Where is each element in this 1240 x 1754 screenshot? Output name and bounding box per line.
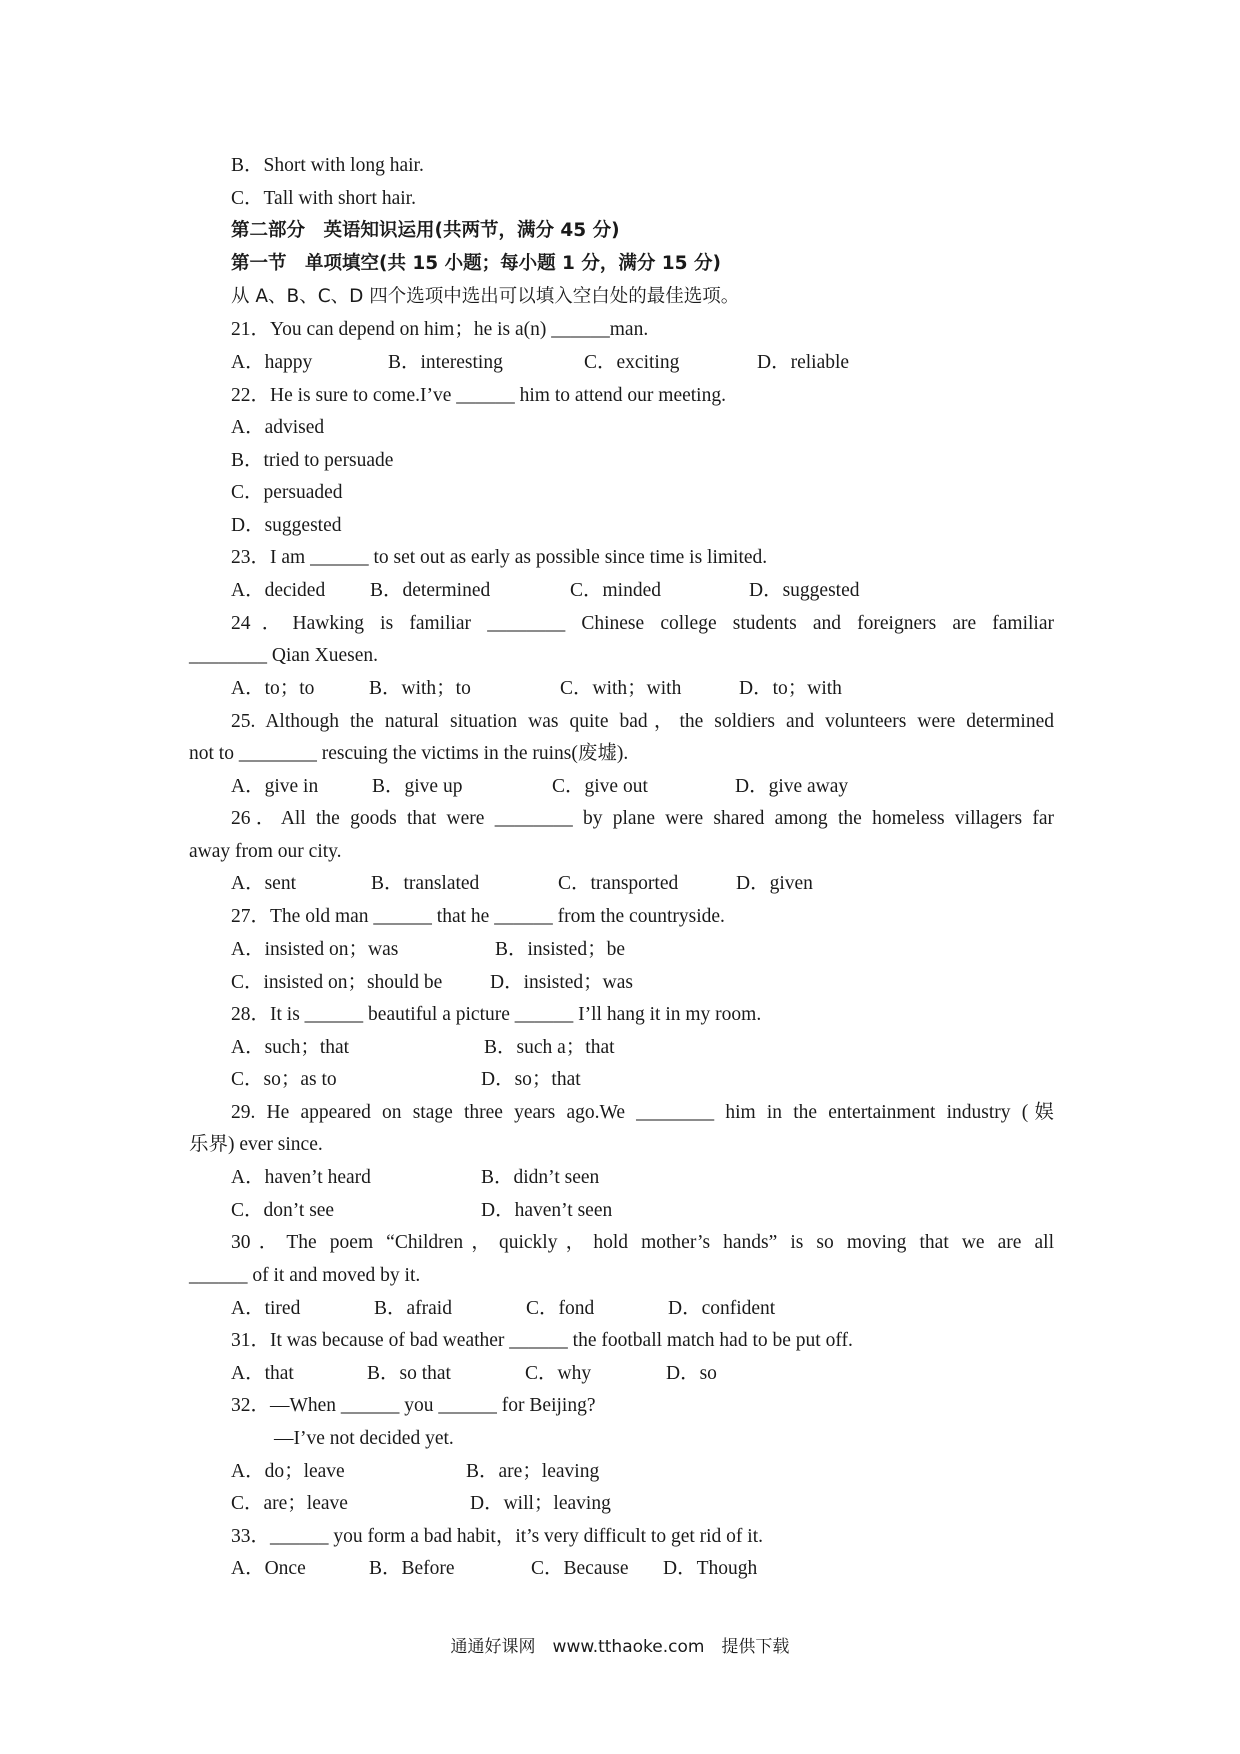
q30-stem-line2: ______ of it and moved by it.	[189, 1265, 421, 1286]
q24-option-c: C．with；with	[560, 678, 682, 699]
q30-option-d: D．confident	[668, 1298, 776, 1319]
q32-stem-line1: 32．—When ______ you ______ for Beijing?	[231, 1395, 596, 1416]
q29-option-a: A．haven’t heard	[231, 1167, 371, 1188]
prev-option-c: C．Tall with short hair.	[231, 188, 416, 209]
q31-option-a: A．that	[231, 1363, 294, 1384]
q26-option-d: D．given	[736, 873, 813, 894]
q31-stem: 31．It was because of bad weather ______ the football match had to be put off.	[231, 1330, 853, 1351]
q24-stem-line1: 24．Hawking is familiar ________ Chinese college students and foreigners are familiar	[231, 613, 1054, 634]
q26-stem-line2: away from our city.	[189, 841, 342, 862]
q25-option-b: B．give up	[372, 776, 463, 797]
part2-title: 第二部分 英语知识运用(共两节，满分 45 分)	[231, 220, 620, 241]
q27-option-d: D．insisted；was	[490, 972, 633, 993]
q29-stem-line1: 29. He appeared on stage three years ago.We ________ him in the entertainment industry (娱	[231, 1102, 1054, 1123]
q26-option-b: B．translated	[371, 873, 480, 894]
q22-option-c: C．persuaded	[231, 482, 343, 503]
q28-option-b: B．such a；that	[484, 1037, 615, 1058]
instruction: 从 A、B、C、D 四个选项中选出可以填入空白处的最佳选项。	[231, 286, 740, 307]
q21-option-c: C．exciting	[584, 352, 680, 373]
q31-option-c: C．why	[525, 1363, 592, 1384]
q29-stem-line2: 乐界) ever since.	[189, 1134, 323, 1155]
q27-option-b: B．insisted；be	[495, 939, 625, 960]
q25-option-d: D．give away	[735, 776, 849, 797]
q28-option-c: C．so；as to	[231, 1069, 337, 1090]
section1-title: 第一节 单项填空(共 15 小题；每小题 1 分，满分 15 分)	[231, 253, 721, 274]
q22-option-d: D．suggested	[231, 515, 342, 536]
q30-option-c: C．fond	[526, 1298, 595, 1319]
q29-option-b: B．didn’t seen	[481, 1167, 600, 1188]
q29-option-c: C．don’t see	[231, 1200, 335, 1221]
q24-option-a: A．to；to	[231, 678, 315, 699]
q23-option-b: B．determined	[370, 580, 491, 601]
q32-stem-line2: —I’ve not decided yet.	[274, 1428, 454, 1449]
q33-option-c: C．Because	[531, 1558, 629, 1579]
q33-option-b: B．Before	[369, 1558, 455, 1579]
q24-option-b: B．with；to	[369, 678, 471, 699]
q21-option-b: B．interesting	[388, 352, 503, 373]
q23-option-c: C．minded	[570, 580, 661, 601]
q21-option-a: A．happy	[231, 352, 313, 373]
q30-option-b: B．afraid	[374, 1298, 452, 1319]
footer-credit: 通通好课网 www.tthaoke.com 提供下载	[450, 1637, 790, 1657]
q26-option-c: C．transported	[558, 873, 679, 894]
q21-option-d: D．reliable	[757, 352, 850, 373]
q25-stem-line1: 25. Although the natural situation was quite bad，the soldiers and volunteers were determined	[231, 711, 1054, 732]
q27-option-a: A．insisted on；was	[231, 939, 399, 960]
prev-option-b: B．Short with long hair.	[231, 155, 424, 176]
q25-stem-line2: not to ________ rescuing the victims in the ruins(废墟).	[189, 743, 629, 764]
q28-stem: 28．It is ______ beautiful a picture ______ I’ll hang it in my room.	[231, 1004, 762, 1025]
q25-option-c: C．give out	[552, 776, 648, 797]
q29-option-d: D．haven’t seen	[481, 1200, 613, 1221]
q33-option-d: D．Though	[663, 1558, 758, 1579]
q31-option-d: D．so	[666, 1363, 717, 1384]
q27-stem: 27．The old man ______ that he ______ from the countryside.	[231, 906, 725, 927]
q25-option-a: A．give in	[231, 776, 319, 797]
q32-option-b: B．are；leaving	[466, 1461, 600, 1482]
q32-option-a: A．do；leave	[231, 1461, 345, 1482]
q33-stem: 33．______ you form a bad habit，it’s very difficult to get rid of it.	[231, 1526, 764, 1547]
q21-stem: 21．You can depend on him；he is a(n) ______man.	[231, 319, 649, 340]
q33-option-a: A．Once	[231, 1558, 306, 1579]
q28-option-d: D．so；that	[481, 1069, 581, 1090]
q24-stem-line2: ________ Qian Xuesen.	[189, 645, 379, 666]
q24-option-d: D．to；with	[739, 678, 842, 699]
q32-option-c: C．are；leave	[231, 1493, 348, 1514]
q22-option-b: B．tried to persuade	[231, 450, 394, 471]
q26-stem-line1: 26．All the goods that were ________ by plane were shared among the homeless villagers far	[231, 808, 1054, 829]
q31-option-b: B．so that	[367, 1363, 451, 1384]
q26-option-a: A．sent	[231, 873, 296, 894]
q23-option-a: A．decided	[231, 580, 326, 601]
q22-stem: 22．He is sure to come.I’ve ______ him to attend our meeting.	[231, 385, 726, 406]
q23-stem: 23．I am ______ to set out as early as possible since time is limited.	[231, 547, 768, 568]
q22-option-a: A．advised	[231, 417, 325, 438]
q30-stem-line1: 30．The poem “Children，quickly，hold mother’s hands” is so moving that we are all	[231, 1232, 1054, 1253]
q30-option-a: A．tired	[231, 1298, 301, 1319]
q23-option-d: D．suggested	[749, 580, 860, 601]
q32-option-d: D．will；leaving	[470, 1493, 611, 1514]
q28-option-a: A．such；that	[231, 1037, 350, 1058]
q27-option-c: C．insisted on；should be	[231, 972, 443, 993]
